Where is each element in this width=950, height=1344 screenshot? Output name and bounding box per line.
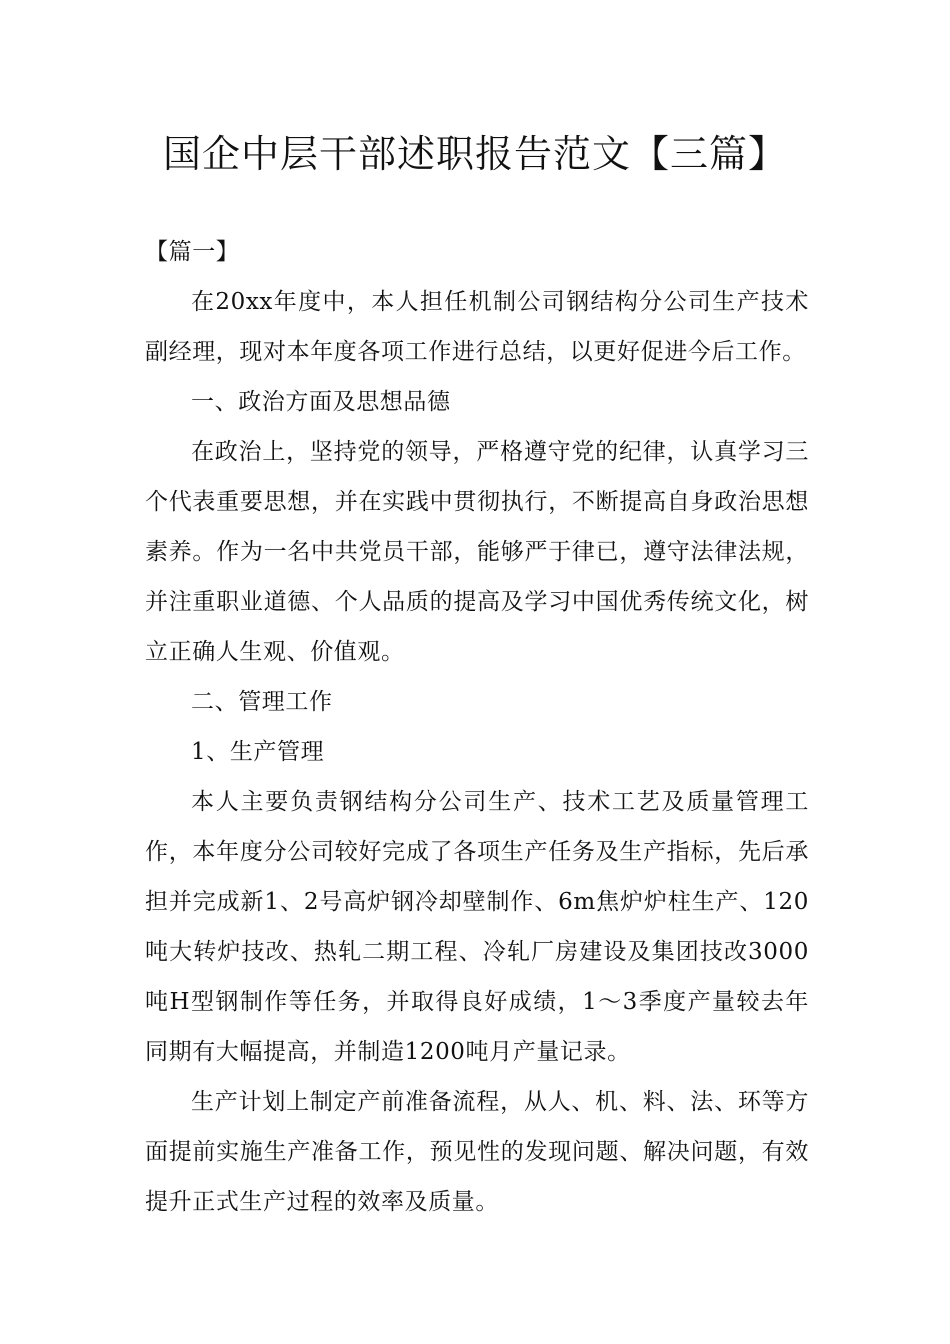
political-paragraph: 在政治上，坚持党的领导，严格遵守党的纪律，认真学习三个代表重要思想，并在实践中贯彻执行，不断提高自身政治思想素养。作为一名中共党员干部，能够严于律已，遵守法律法规，并注重职业道德、个人品质的提高及学习中国优秀传统文化，树立正确人生观、价值观。 — [145, 439, 809, 665]
intro-paragraph: 在20xx年度中，本人担任机制公司钢结构分公司生产技术副经理，现对本年度各项工作进行总结，以更好促进今后工作。 — [145, 289, 809, 365]
section-label: 【篇一】 — [145, 239, 240, 265]
planning-paragraph: 生产计划上制定产前准备流程，从人、机、料、法、环等方面提前实施生产准备工作，预见性的发现问题、解决问题，有效提升正式生产过程的效率及质量。 — [145, 1089, 809, 1215]
heading-production-management: 1、生产管理 — [191, 739, 325, 765]
document-body — [145, 227, 809, 1227]
document-title: 国企中层干部述职报告范文【三篇】 — [162, 132, 787, 176]
production-paragraph: 本人主要负责钢结构分公司生产、技术工艺及质量管理工作，本年度分公司较好完成了各项生产任务及生产指标，先后承担并完成新1、2号高炉钢冷却壁制作、6m焦炉炉柱生产、120吨大转炉技改、热轧二期工程、冷轧厂房建设及集团技改3000吨H型钢制作等任务，并取得良好成绩，1～3季度产量较去年同期有大幅提高，并制造1200吨月产量记录。 — [145, 789, 809, 1065]
heading-management-work: 二、管理工作 — [191, 689, 333, 715]
heading-political-ethics: 一、政治方面及思想品德 — [191, 389, 451, 415]
